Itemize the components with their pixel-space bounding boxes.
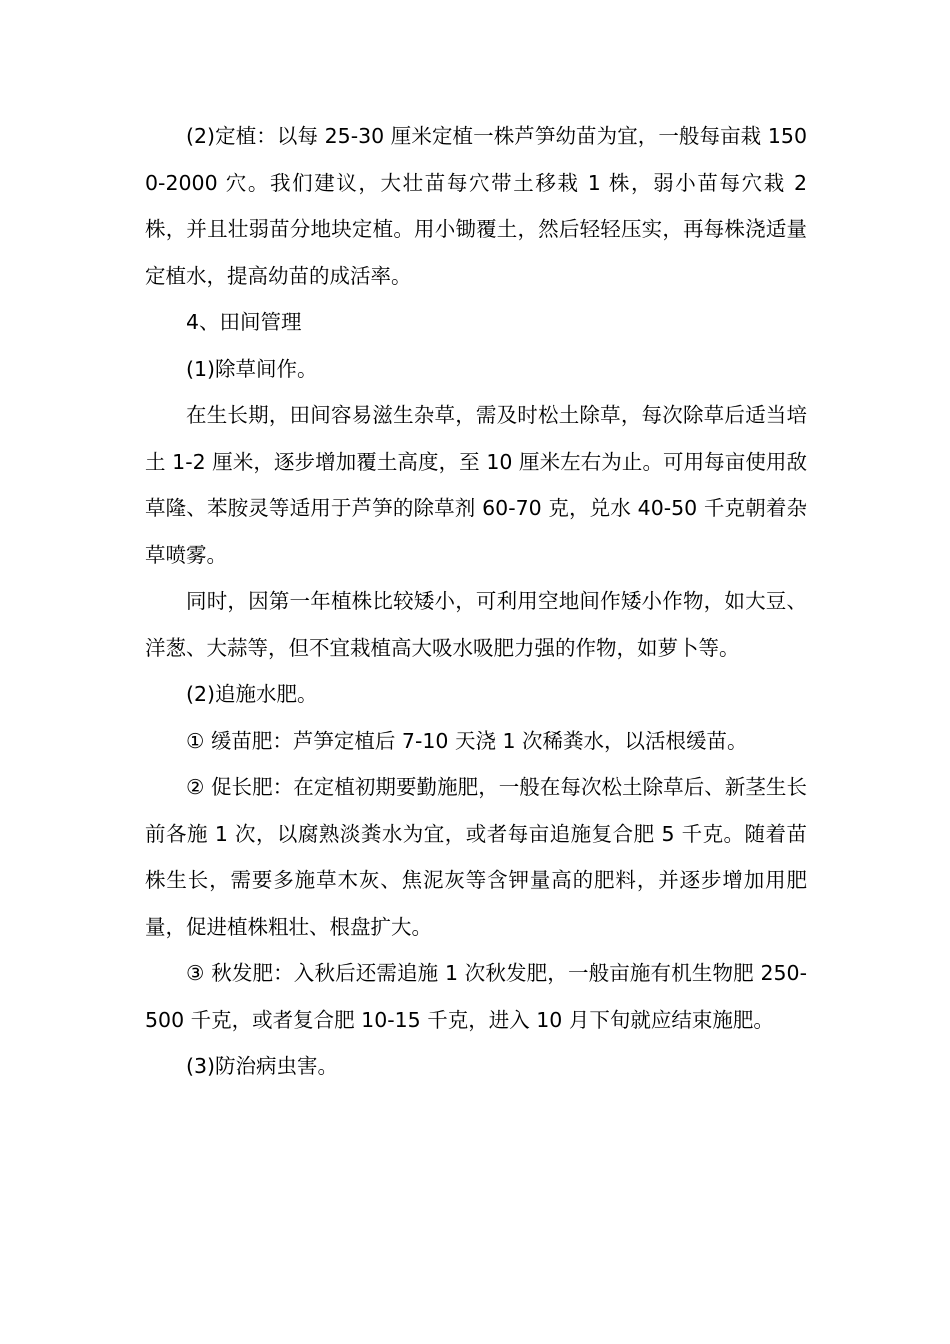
subheading-weeding: (1)除草间作。 (186, 356, 318, 381)
paragraph-intercropping: 同时，因第一年植株比较矮小，可利用空地间作矮小作物，如大豆、洋葱、大蒜等，但不宜栽植高大吸水吸肥力强的作物，如萝卜等。 (145, 589, 807, 660)
paragraph-planting: (2)定植：以每 25-30 厘米定植一株芦笋幼苗为宜，一般每亩栽 1500-2000 穴。我们建议，大壮苗每穴带土移栽 1 株，弱小苗每穴栽 2 株，并且壮弱苗分地块定植。用小锄覆土，然后轻轻压实，再每株浇适量定植水，提高幼苗的成活率。 (145, 124, 807, 288)
paragraph-seedling-fertilizer: ① 缓苗肥：芦笋定植后 7-10 天浇 1 次稀粪水，以活根缓苗。 (186, 728, 748, 753)
subheading-fertilizing: (2)追施水肥。 (186, 682, 318, 706)
heading-field-management: 4、田间管理 (186, 310, 302, 334)
subheading-pest-control: (3)防治病虫害。 (186, 1054, 339, 1078)
paragraph-autumn-fertilizer: ③ 秋发肥：入秋后还需追施 1 次秋发肥，一般亩施有机生物肥 250-500 千克，或者复合肥 10-15 千克，进入 10 月下旬就应结束施肥。 (145, 961, 807, 1032)
document-body (145, 113, 807, 1090)
paragraph-weeding: 在生长期，田间容易滋生杂草，需及时松土除草，每次除草后适当培土 1-2 厘米，逐步增加覆土高度，至 10 厘米左右为止。可用每亩使用敌草隆、苯胺灵等适用于芦笋的除草剂 60-70 克，兑水 40-50 千克朝着杂草喷雾。 (145, 403, 807, 567)
paragraph-growth-fertilizer: ② 促长肥：在定植初期要勤施肥，一般在每次松土除草后、新茎生长前各施 1 次，以腐熟淡粪水为宜，或者每亩追施复合肥 5 千克。随着苗株生长，需要多施草木灰、焦泥灰等含钾量高的肥料，并逐步增加用肥量，促进植株粗壮、根盘扩大。 (145, 775, 807, 939)
